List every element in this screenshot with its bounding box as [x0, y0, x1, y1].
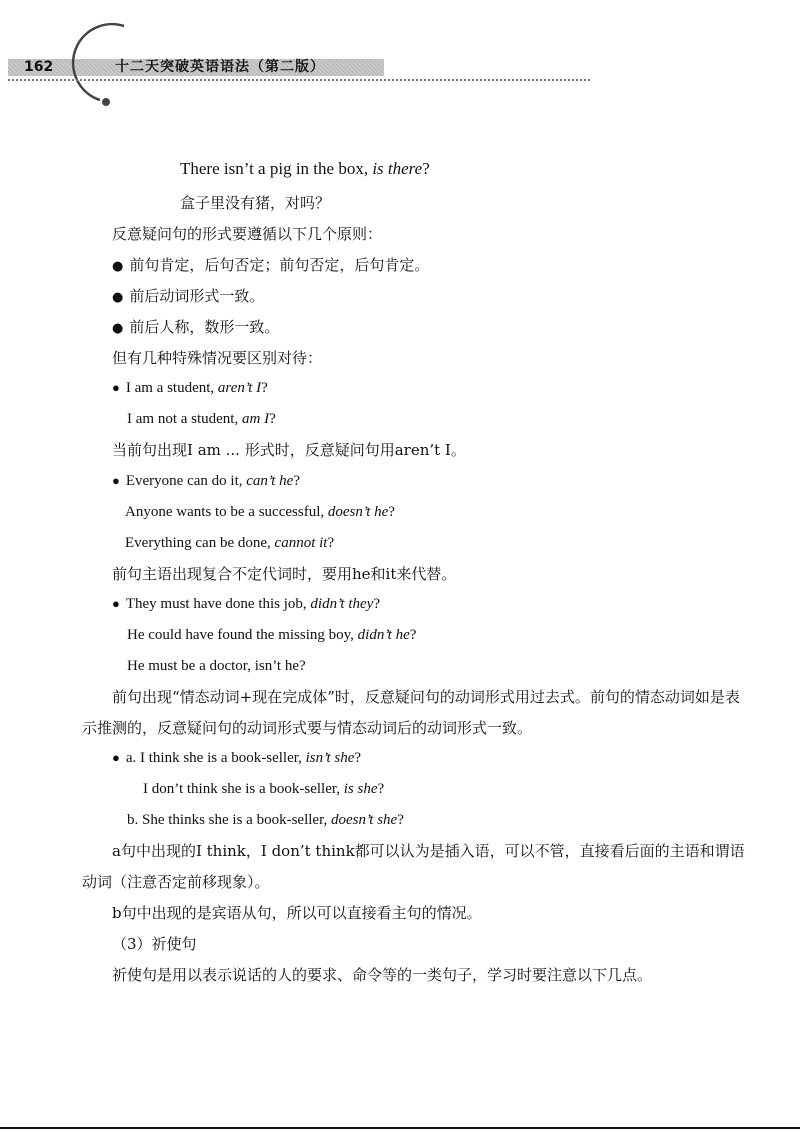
- example-main: Everything can be done,: [125, 535, 275, 551]
- principle-3: [112, 317, 279, 339]
- principle-text: 前后动词形式一致。: [129, 287, 265, 305]
- bullet-icon: ●: [112, 380, 120, 395]
- example-main: a. I think she is a book-seller,: [125, 750, 306, 766]
- special-3-example-c: He must be a doctor, isn’t he?: [127, 658, 306, 674]
- example-end: ?: [377, 781, 385, 797]
- example-main: He could have found the missing boy,: [127, 627, 358, 643]
- bullet-icon: ●: [112, 290, 124, 305]
- example-end: ?: [397, 812, 404, 828]
- example-end: ?: [373, 596, 380, 612]
- bullet-icon: ●: [112, 750, 120, 765]
- example-end: ?: [261, 380, 268, 396]
- example-tag: isn’t she: [305, 750, 355, 766]
- example-tag: is she: [343, 781, 378, 797]
- example-end: ?: [327, 535, 335, 551]
- example-tag: can’t he: [246, 473, 294, 489]
- principle-2: [112, 286, 264, 308]
- special-3-note: 前句出现“情态动词+现在完成体”时，反意疑问句的动词形式用过去式。前句的情态动词如是表示推测的，反意疑问句的动词形式要与情态动词后的动词形式一致。: [82, 688, 740, 737]
- example-end: ?: [293, 473, 300, 489]
- example-tag: didn’t he: [357, 627, 410, 643]
- example-end: ?: [354, 750, 362, 766]
- special-2-note: 前句主语出现复合不定代词时，要用he和it来代替。: [112, 565, 457, 583]
- special-1-example-a: [112, 378, 268, 398]
- principle-text: 前后人称，数形一致。: [129, 318, 280, 336]
- special-2-example-c: [125, 533, 334, 553]
- example-main: I am a student,: [125, 380, 218, 396]
- example-tag: aren’t I: [217, 380, 262, 396]
- example-main: There isn’t a pig in the box,: [180, 159, 373, 178]
- special-3-example-a: [112, 594, 380, 614]
- special-2-example-a: [112, 471, 300, 491]
- special-4-example-b: [143, 779, 384, 799]
- principle-1: [112, 255, 429, 277]
- example-end: ?: [388, 504, 395, 520]
- example-tag: didn’t they: [310, 596, 374, 612]
- example-translation: 盒子里没有猪，对吗？: [180, 194, 331, 212]
- header-divider: [8, 79, 590, 81]
- example-main: They must have done this job,: [125, 596, 311, 612]
- example-main: I am not a student,: [127, 411, 242, 427]
- section-intro: 祈使句是用以表示说话的人的要求、命令等的一类句子，学习时要注意以下几点。: [112, 966, 653, 984]
- bullet-icon: ●: [112, 321, 124, 336]
- principle-text: 前句肯定，后句否定；前句否定，后句肯定。: [129, 256, 430, 274]
- example-sentence: [180, 159, 430, 179]
- special-1-note: 当前句出现I am ... 形式时，反意疑问句用aren’t I。: [112, 441, 466, 459]
- example-main: I don’t think she is a book-seller,: [143, 781, 344, 797]
- special-4-example-a: [112, 748, 361, 768]
- special-4-note-b: b句中出现的是宾语从句，所以可以直接看主句的情况。: [112, 904, 482, 922]
- example-tag: doesn’t he: [327, 504, 389, 520]
- special-3-example-b: [127, 625, 416, 645]
- special-4-example-c: [127, 810, 404, 830]
- example-end: ?: [409, 627, 417, 643]
- example-end: ?: [269, 411, 276, 427]
- example-tag: doesn’t she: [330, 812, 398, 828]
- bullet-icon: ●: [112, 259, 124, 274]
- bullet-icon: ●: [112, 473, 120, 488]
- special-4-note-a: a句中出现的I think，I don’t think都可以认为是插入语，可以不管，直接看后面的主语和谓语动词（注意否定前移现象）。: [82, 842, 745, 891]
- example-end: ?: [422, 159, 430, 178]
- page-number: 162: [24, 59, 54, 75]
- example-main: Anyone wants to be a successful,: [125, 504, 328, 520]
- example-main: Everyone can do it,: [125, 473, 247, 489]
- page-bottom-border: [0, 1127, 800, 1129]
- special-2-example-b: [125, 502, 395, 522]
- example-tag: am I: [241, 411, 270, 427]
- example-tag: is there: [372, 159, 423, 178]
- section-heading: （3）祈使句: [112, 935, 197, 953]
- book-title: 十二天突破英语语法（第二版）: [115, 59, 325, 75]
- bullet-icon: ●: [112, 596, 120, 611]
- principles-intro: 反意疑问句的形式要遵循以下几个原则：: [112, 225, 383, 243]
- example-main: b. She thinks she is a book-seller,: [127, 812, 331, 828]
- special-cases-intro: 但有几种特殊情况要区别对待：: [112, 349, 323, 367]
- special-1-example-b: [127, 409, 276, 429]
- example-tag: cannot it: [274, 535, 328, 551]
